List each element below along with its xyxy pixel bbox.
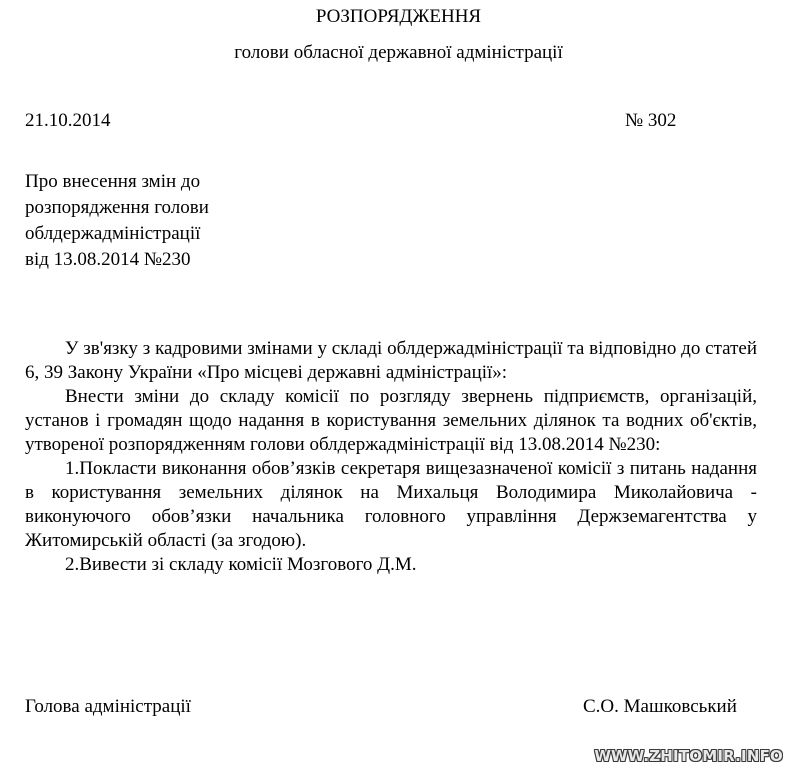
body-paragraph-decision: Внести зміни до складу комісії по розгляду звернень підприємств, організацій, установ і громадян щодо надання в користування земельних ділянок та водних об'єктів, утвореної розпорядженням голови облдержадміністрації від 13.08.2014 №230: bbox=[25, 386, 757, 455]
document-subtitle: голови обласної державної адміністрації bbox=[234, 42, 563, 63]
subject-line: розпорядження голови bbox=[25, 197, 209, 218]
signature-name: С.О. Машковський bbox=[583, 696, 737, 717]
document-subject bbox=[25, 169, 209, 273]
subject-line: від 13.08.2014 №230 bbox=[25, 249, 191, 270]
document-number: № 302 bbox=[625, 110, 677, 131]
document-date: 21.10.2014 bbox=[25, 110, 111, 131]
document-title: РОЗПОРЯДЖЕННЯ bbox=[315, 6, 482, 27]
body-paragraph-item-2: 2.Вивести зі складу комісії Мозгового Д.М. bbox=[65, 554, 417, 575]
body-paragraph-preamble: У зв'язку з кадровими змінами у складі облдержадміністрації та відповідно до статей 6, 39 Закону України «Про місцеві державні адміністрації»: bbox=[25, 338, 757, 383]
document-body bbox=[25, 337, 757, 577]
body-paragraph-item-1: 1.Покласти виконання обов’язків секретаря вищезазначеної комісії з питань надання в користування земельних ділянок на Михальця Володимира Миколайовича - виконуючого обов’язки начальника головного управління Держземагентства у Житомирській області (за згодою). bbox=[25, 458, 757, 551]
signature-role: Голова адміністрації bbox=[25, 696, 191, 717]
subject-line: облдержадміністрації bbox=[25, 223, 201, 244]
subject-line: Про внесення змін до bbox=[25, 171, 201, 192]
site-watermark: WWW.ZHITOMIR.INFO bbox=[594, 747, 783, 765]
